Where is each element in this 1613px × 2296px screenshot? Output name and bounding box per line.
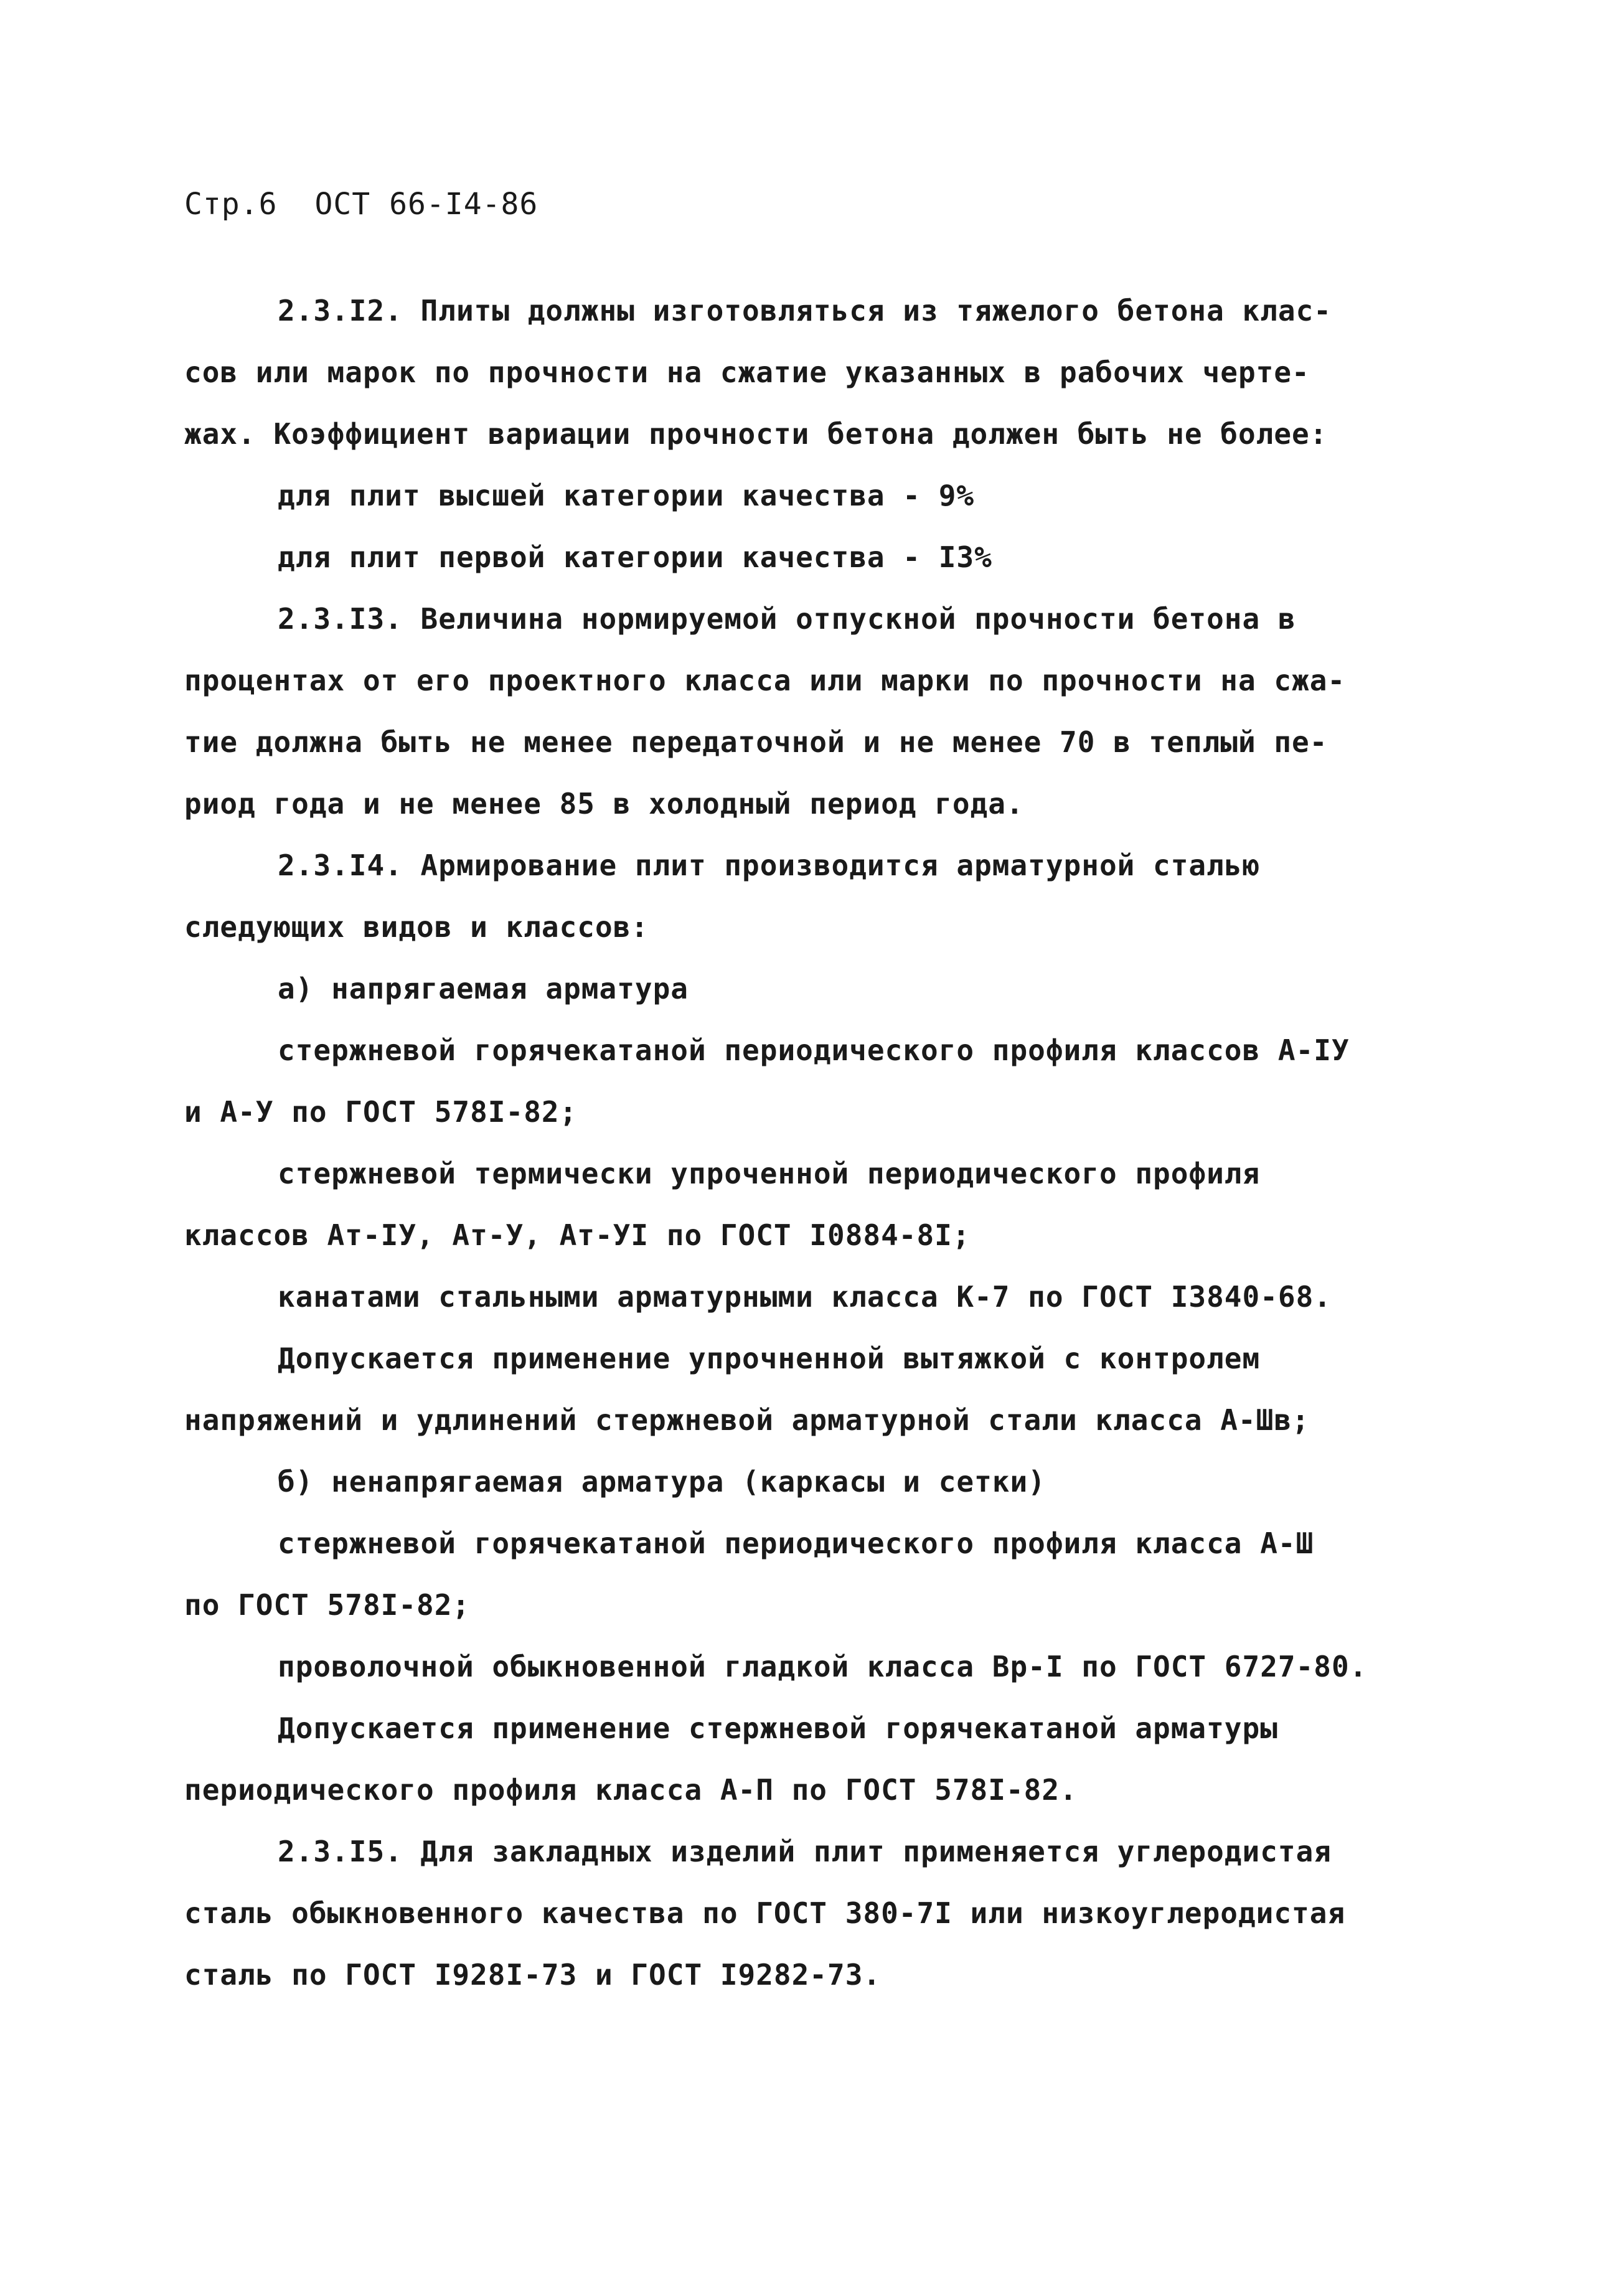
standard-code: ОСТ 66-І4-86 [314, 187, 538, 222]
text-line: тие должна быть не менее передаточной и не менее 70 в теплый пе- [184, 725, 1328, 759]
text-line: а) напрягаемая арматура [278, 972, 689, 1005]
text-line: напряжений и удлинений стержневой арматурной стали класса А-Шв; [184, 1403, 1310, 1437]
text-line: сов или марок по прочности на сжатие указанных в рабочих черте- [184, 355, 1310, 389]
text-line: Допускается применение упрочненной вытяжкой с контролем [278, 1342, 1261, 1375]
text-line: для плит высшей категории качества - 9% [278, 479, 975, 512]
text-line: для плит первой категории качества - І3% [278, 540, 992, 574]
text-line: 2.3.І5. Для закладных изделий плит применяется углеродистая [278, 1835, 1332, 1868]
text-line: стержневой горячекатаной периодического профиля классов А-ІУ [278, 1033, 1350, 1067]
text-line: сталь по ГОСТ І928І-73 и ГОСТ І9282-73. [184, 1958, 882, 1992]
text-line: проволочной обыкновенной гладкой класса Вр-І по ГОСТ 6727-80. [278, 1650, 1368, 1683]
text-line: стержневой термически упроченной периодического профиля [278, 1157, 1261, 1190]
text-line: б) ненапрягаемая арматура (каркасы и сетки) [278, 1465, 1046, 1499]
text-line: сталь обыкновенного качества по ГОСТ 380-7І или низкоуглеродистая [184, 1896, 1346, 1930]
text-line: канатами стальными арматурными класса К-7 по ГОСТ І3840-68. [278, 1280, 1332, 1314]
text-line: 2.3.І2. Плиты должны изготовляться из тяжелого бетона клас- [278, 294, 1332, 327]
text-line: по ГОСТ 578І-82; [184, 1588, 471, 1622]
text-line: классов Ат-ІУ, Ат-У, Ат-УІ по ГОСТ І0884-8І; [184, 1218, 971, 1252]
text-line: жах. Коэффициент вариации прочности бетона должен быть не более: [184, 417, 1328, 451]
page-header [184, 187, 575, 222]
text-line: процентах от его проектного класса или марки по прочности на сжа- [184, 664, 1346, 697]
text-line: и А-У по ГОСТ 578І-82; [184, 1095, 578, 1129]
document-body [184, 280, 1436, 2006]
text-line: стержневой горячекатаной периодического профиля класса А-Ш [278, 1527, 1314, 1560]
text-line: 2.3.І3. Величина нормируемой отпускной прочности бетона в [278, 602, 1296, 636]
text-line: риод года и не менее 85 в холодный период года. [184, 787, 1024, 821]
text-line: 2.3.І4. Армирование плит производится арматурной сталью [278, 849, 1261, 882]
text-line: периодического профиля класса А-П по ГОСТ 578І-82. [184, 1773, 1078, 1807]
page-number: Стр.6 [184, 187, 278, 222]
text-line: следующих видов и классов: [184, 910, 649, 944]
text-line: Допускается применение стержневой горячекатаной арматуры [278, 1711, 1278, 1745]
